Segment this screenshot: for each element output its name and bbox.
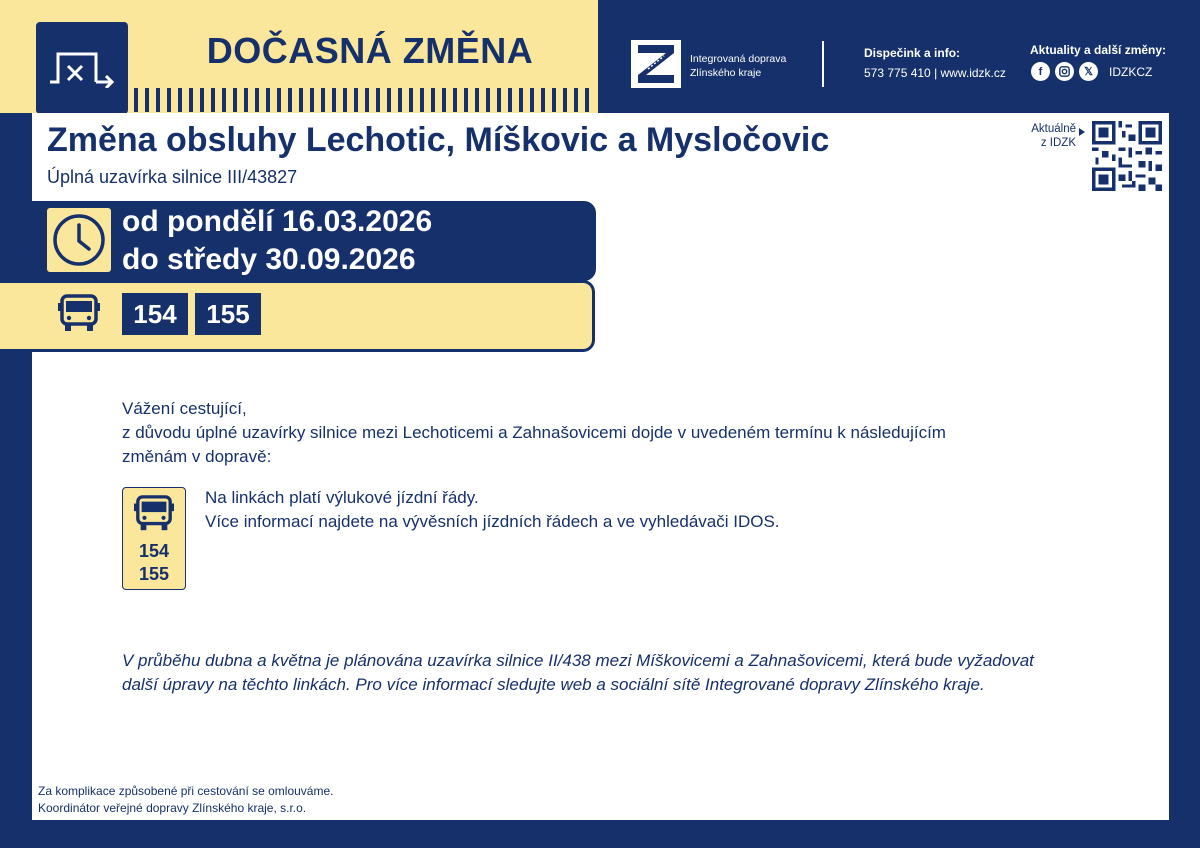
detour-logo [36, 22, 128, 114]
notice-subtitle: Úplná uzavírka silnice III/43827 [47, 167, 298, 187]
date-to: do středy 30.09.2026 [122, 243, 416, 276]
org-name [690, 52, 786, 80]
org-name-line2: Zlínského kraje [690, 67, 762, 79]
social-handle: IDZKCZ [1109, 64, 1153, 79]
intro-line2: změnám v dopravě: [122, 447, 272, 466]
header-stripes [134, 88, 596, 112]
footer-line1: Za komplikace způsobené při cestování se omlouváme. [38, 784, 334, 798]
qr-code[interactable] [1092, 121, 1162, 191]
dispatch-title: Dispečink a info: [864, 46, 961, 60]
change-line1: Na linkách platí výlukové jízdní řády. [205, 488, 479, 507]
detour-icon [46, 48, 118, 88]
qr-label-line2: z IDZK [1040, 137, 1076, 149]
header-divider [822, 41, 824, 87]
qr-label-line1: Aktuálně [1031, 123, 1076, 135]
future-note [122, 649, 1132, 697]
note-line1: V průběhu dubna a května je plánována uzavírka silnice II/438 mezi Míškovicemi a Zahnašovicemi, která bude vyžadovat [122, 651, 1034, 670]
page-title: DOČASNÁ ZMĚNA [206, 30, 534, 71]
instagram-icon[interactable] [1055, 62, 1074, 81]
idzk-logo [631, 40, 681, 88]
bus-icon [134, 494, 174, 534]
bus-icon [58, 294, 100, 334]
facebook-icon[interactable]: f [1031, 62, 1050, 81]
greeting: Vážení cestující, [122, 399, 247, 418]
idzk-z-icon [638, 45, 674, 83]
card-line-154: 154 [138, 541, 170, 561]
affected-lines-card [122, 487, 186, 590]
date-from: od pondělí 16.03.2026 [122, 205, 433, 238]
change-line2: Více informací najdete na vývěsních jízdních řádech a ve vyhledávači IDOS. [205, 512, 780, 531]
qr-arrow-icon [1079, 128, 1085, 136]
social-links [1031, 62, 1152, 81]
notice-subject: Změna obsluhy Lechotic, Míškovic a Mysločovic [47, 121, 830, 159]
body-text [122, 397, 1122, 469]
line-chip-155: 155 [195, 293, 261, 335]
change-text [205, 486, 780, 534]
line-chip-154: 154 [122, 293, 188, 335]
intro-line1: z důvodu úplné uzavírky silnice mezi Lechoticemi a Zahnašovicemi dojde v uvedeném termínu k následujícím [122, 423, 946, 442]
clock-icon [51, 212, 107, 268]
footer [38, 783, 333, 817]
x-icon[interactable]: 𝕏 [1079, 62, 1098, 81]
org-name-line1: Integrovaná doprava [690, 53, 787, 65]
news-title: Aktuality a další změny: [1030, 43, 1167, 57]
note-line2: další úpravy na těchto linkách. Pro více informací sledujte web a sociální sítě Integrované dopravy Zlínského kraje. [122, 675, 985, 694]
clock-badge [47, 208, 111, 272]
dispatch-info[interactable]: 573 775 410 | www.idzk.cz [864, 66, 1006, 80]
qr-label [1000, 122, 1076, 150]
card-line-155: 155 [138, 564, 170, 584]
footer-line2: Koordinátor veřejné dopravy Zlínského kraje, s.r.o. [38, 801, 307, 815]
